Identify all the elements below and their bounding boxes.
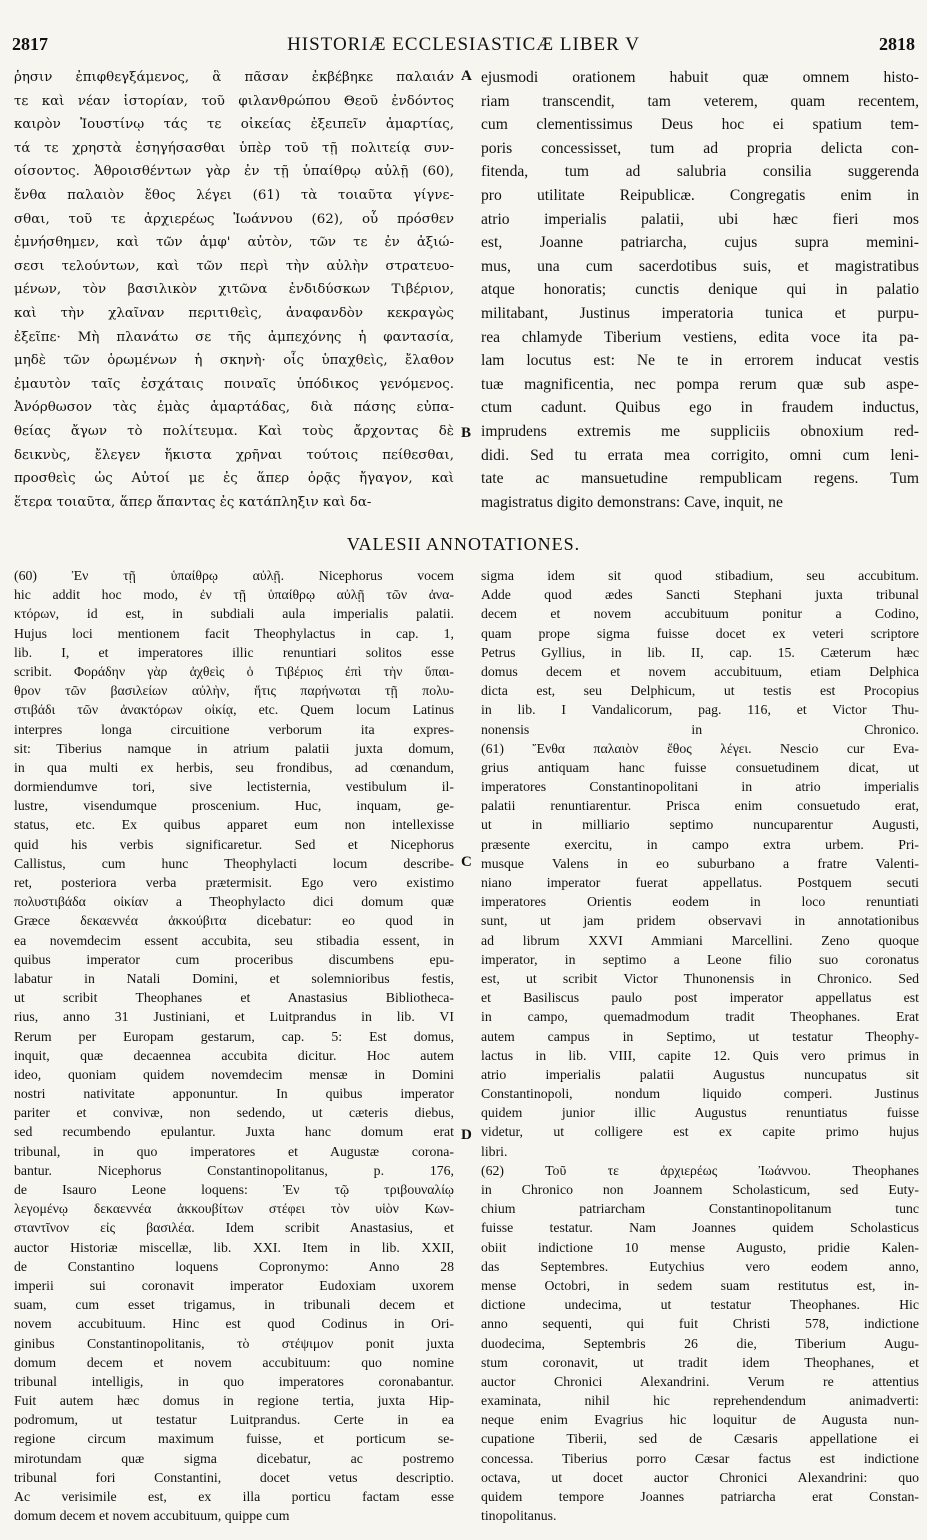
annotation-line: mense Octobri, in sedem suam restitutus est, in-: [481, 1277, 919, 1293]
page-header: [0, 16, 927, 56]
annotation-line: neque enim Evagrius hic loquitur de Augusta nun-: [481, 1412, 919, 1428]
greek-text-line: δεικνὺς, ἔλεγεν ἥκιστα χρῆναι τούτοις πείθεσθαι,: [14, 447, 454, 463]
annotation-line: στιβάδι τῶν ἀνακτόρων οἰκίᾳ, etc. Quem locum Latinus: [14, 702, 454, 718]
annotation-line: et Basiliscus paulo post imperator appellatus est: [481, 990, 919, 1006]
latin-text-line: pro utilitate Reipublicæ. Congregatis enim in: [481, 186, 919, 204]
greek-text-line: ἕτερα τοιαῦτα, ἅπερ ἅπαντας ἐς κατάπληξιν καὶ δα-: [14, 494, 372, 510]
annotation-line: Fuit autem hæc domus in regione tertia, juxta Hip-: [14, 1393, 454, 1409]
annotation-line: Callistus, cum hunc Theophylacti locum describe-: [14, 855, 454, 871]
annotation-line: niano imperator fuerat appellatus. Postquem secuti: [481, 875, 919, 890]
latin-text-line: riam transcendit, tam veterem, quam recentem,: [481, 92, 919, 110]
greek-text-line: ἔνθα παλαιὸν ἔθος λέγει (61) τὰ τοιαῦτα γίγνε-: [14, 187, 454, 203]
greek-text-line: ἐμαυτὸν ταῖς ἐσχάταις ποιναῖς ὑπόδικος γενόμενος.: [14, 376, 454, 392]
annotation-line: concessa. Tiberius porro Cæsar factus est indictione: [481, 1450, 919, 1466]
annotation-line: Ac verisimile est, ex illa porticu factam esse: [14, 1489, 454, 1504]
annotation-line: decem et novem accubituum ponitur a Codino,: [481, 606, 919, 622]
annotation-line: imperator, in septimo a Leone filio suo coronatus: [481, 951, 919, 967]
annotation-line: mirotundam quæ sigma dicebatur, ac postremo: [14, 1450, 454, 1466]
latin-text-line: cum clementissimus Deus hoc ei spatium tem-: [481, 116, 919, 134]
greek-text-line: τά τε χρηστὰ ἐσηγήσασθαι ὑπὲρ τοῦ τῇ πολιτείᾳ συν-: [14, 140, 454, 156]
annotation-line: ut in milliario septimo nuncuparentur Augusti,: [481, 817, 919, 833]
annotation-line: κτόρων, id est, in subdiali aula imperialis palatii.: [14, 606, 454, 622]
annotation-line: musque Valens in eo suburbano a fratre Valenti-: [481, 855, 919, 871]
annotation-line: autem campus in Septimo, ut testatur Theophy-: [481, 1028, 919, 1044]
annotation-line: chium patriarcham Constantinopolitanum tunc: [481, 1201, 919, 1217]
annotation-line: dictione undecima, ut testatur Theophanes. Hic: [481, 1297, 919, 1313]
greek-text-line: σθαι, τοῦ τε ἀρχιερέως Ἰωάννου (62), οὗ πρόσθεν: [14, 211, 454, 227]
greek-text-line: οίσοντος. Ἀθροισθέντων γὰρ ἐν τῇ ὑπαίθρῳ αὐλῇ (60),: [14, 164, 454, 180]
latin-text-line: poris concessisset, tum ad propria delicta con-: [481, 139, 919, 157]
annotation-line: imperatores Constantinopolitani in atrio imperialis: [481, 779, 919, 795]
annotation-line: duodecima, Septembris 26 die, Tiberium Augu-: [481, 1335, 919, 1351]
latin-text-line: tuæ magnificentia, nec pompa rerum quæ sub aspe-: [481, 375, 919, 393]
annotation-line: imperatores Orientis eodem in loco renuntiati: [481, 894, 919, 910]
annotation-line: (62) Τοῦ τε ἀρχιερέως Ἰωάννου. Theophanes: [481, 1162, 919, 1178]
annotation-line: in qua multi ex herbis, seu frondibus, ad cœnandum,: [14, 759, 454, 775]
annotation-line: inquit, quæ decaennea accubita dicitur. Hoc autem: [14, 1047, 454, 1063]
annotation-line: ut scribit Theophanes et Anastasius Bibliotheca-: [14, 990, 454, 1006]
annotation-line: interpres longa circuitione verborum ita expres-: [14, 721, 454, 737]
annotations-right-column: [481, 566, 919, 1525]
annotation-line: Adde quod ædes Sancti Stephani juxta tribunal: [481, 587, 919, 603]
page-number-right: 2818: [879, 34, 915, 54]
annotation-line: ginibus Constantinopolitanis, τὸ στέψιμον ponit juxta: [14, 1335, 454, 1351]
annotation-line: ideo, quoniam quidem novemdecim mensæ in Domini: [14, 1066, 454, 1082]
annotation-line: labatur in Natali Domini, et solemnioribus festis,: [14, 970, 454, 986]
annotation-line: das Septembres. Eutychius vero eodem anno,: [481, 1258, 919, 1274]
latin-text-line: ctum cadunt. Quibus ego in fraudem inductus,: [481, 399, 919, 417]
running-title: HISTORIÆ ECCLESIASTICÆ LIBER V: [287, 34, 640, 55]
margin-marker-a: A: [461, 68, 472, 84]
annotation-line: novem accubituum. Hinc est quod Codinus in Ori-: [14, 1316, 454, 1332]
annotation-line: præsente exercitu, in campo extra urbem. Pri-: [481, 836, 919, 852]
annotation-line: pariter et convivæ, non sedendo, ut cæteris diebus,: [14, 1105, 454, 1121]
latin-text-line: fitenda, tum ad salubria consilia suggerenda: [481, 163, 919, 181]
annotation-line: sed recumbendo epulantur. Juxta hanc domum erat: [14, 1124, 454, 1140]
annotations-left-column: [14, 566, 454, 1525]
greek-text-line: μένων, τὸν βασιλικὸν χιτῶνα ἐνδιδύσκων Τιβέριον,: [14, 282, 454, 298]
annotation-line: tinopolitanus.: [481, 1508, 557, 1524]
annotation-line: in campo, quemadmodum tradit Theophanes. Erat: [481, 1009, 919, 1025]
annotation-line: Hujus loci mentionem facit Theophylactus in cap. 1,: [14, 625, 454, 641]
annotation-line: auctor Chronici Alexandrini. Verum re attentius: [481, 1373, 919, 1389]
annotation-line: stum coronavit, ut tradit idem Theophanes, et: [481, 1354, 919, 1370]
greek-text-column: [14, 66, 454, 514]
annotation-line: ea novemdecim essent accubita, seu stibadia essent, in: [14, 932, 454, 948]
annotation-line: dormiendumve tori, sive lectisternia, vestibulum il-: [14, 779, 454, 795]
annotation-line: sigma idem sit quod stibadium, seu accubitum.: [481, 568, 919, 583]
annotation-line: tribunal intelligis, in quo imperatores coronabantur.: [14, 1373, 454, 1389]
greek-text-line: ῥησιν ἐπιφθεγξάμενος, ἃ πᾶσαν ἐκβέβηκε παλαιάν: [14, 70, 454, 85]
annotation-line: octava, ut docet auctor Chronici Alexandrini: quo: [481, 1469, 919, 1485]
latin-text-column: [481, 66, 919, 514]
greek-text-line: καὶ τὴν χλαῖναν περιτιθεὶς, ἀναφανδὸν κεκραγὼς: [14, 305, 454, 321]
greek-text-line: ἐξεῖπε· Μὴ πλανάτω σε τῆς ἀμπεχόνης ἡ φαντασία,: [14, 329, 454, 345]
latin-text-line: magistratus digito demonstrans: Cave, inquit, ne: [481, 493, 783, 511]
annotation-line: rius, anno 31 Justiniani, et Luitprandus in lib. VI: [14, 1009, 454, 1025]
latin-text-line: atrio imperialis palatii, ubi hæc fieri mos: [481, 210, 919, 228]
greek-text-line: ἐμνήσθημεν, καὶ τῶν ἀμφ' αὐτὸν, τῶν τε ἐν ἀξιώ-: [14, 235, 454, 251]
page-number-left: 2817: [12, 34, 48, 54]
annotation-line: (60) Ἐν τῇ ὑπαίθρῳ αὐλῇ. Nicephorus vocem: [14, 568, 454, 583]
greek-text-line: σεσι τελούντων, καὶ τῶν περὶ τὴν αὐλὴν στρατευο-: [14, 258, 454, 274]
annotation-line: Rerum per Europam gestarum, cap. 5: Est domus,: [14, 1028, 454, 1044]
annotation-line: examinata, nihil hic reprehendendum animadverti:: [481, 1393, 919, 1409]
annotation-line: ad librum XXVI Ammiani Marcellini. Zeno quoque: [481, 932, 919, 948]
annotation-line: ret, posteriora verba prætermisit. Ego vero existimo: [14, 875, 454, 890]
annotation-line: Græce δεκαεννέα ἀκκούβιτα dicebatur: eo quod in: [14, 913, 454, 929]
annotation-line: auctor Historiæ miscellæ, lib. XXI. Item in lib. XXII,: [14, 1239, 454, 1255]
annotation-line: atrio imperialis palatii Augustus nuncupatus sit: [481, 1066, 919, 1082]
latin-text-line: didi. Sed tu errata mea corrigito, omni cum leni-: [481, 446, 919, 464]
annotation-line: λεγομένῳ δεκαεννέα ἀκκουβίτων στέφει τὸν υἱὸν Κων-: [14, 1201, 454, 1217]
greek-text-line: καιρὸν Ἰουστίνῳ τάς τε οἰκείας ἐξειπεῖν ἁμαρτίας,: [14, 117, 454, 133]
latin-text-line: lam locutus est: Ne te in errorem inducat vestis: [481, 352, 919, 370]
latin-text-line: est, Joanne patriarcha, cujus supra memini-: [481, 234, 919, 252]
greek-text-line: Ἀνόρθωσον τὰς ἐμὰς ἁμαρτάδας, διὰ πάσης εὐπα-: [14, 400, 454, 416]
annotation-line: obiit indictione 10 mense Augusto, pridie Kalen-: [481, 1239, 919, 1255]
annotation-line: σταντῖνον εἰς βασιλέα. Idem scribit Anastasius, et: [14, 1220, 454, 1236]
annotation-line: quid his verbis significaretur. Sed et Nicephorus: [14, 836, 454, 852]
latin-text-line: atque honoratis; cunctis denique qui in palatio: [481, 281, 919, 299]
annotation-line: in lib. I Vandalicorum, pag. 116, et Victor Thu-: [481, 702, 919, 718]
greek-text-line: μηδὲ τῶν ὁρωμένων ἡ σκηνὴ· οἷς ὑπαχθεὶς, ἔλαθον: [14, 353, 454, 369]
latin-text-line: rea chlamyde Tiberium vestiens, edita voce ita pa-: [481, 328, 919, 346]
annotation-line: libri.: [481, 1143, 508, 1159]
annotations-heading: VALESII ANNOTATIONES.: [346, 534, 581, 554]
annotation-line: domum decem et novem accubituum: quo nomine: [14, 1354, 454, 1370]
greek-text-line: τε καὶ νέαν ἱστορίαν, τοῦ φιλανθρώπου Θεοῦ ἐνδόντος: [14, 93, 454, 109]
annotation-line: podromum, ut testatur Luitprandus. Certe in ea: [14, 1412, 454, 1428]
annotation-line: quibus imperator cum proceribus discumbens epu-: [14, 951, 454, 967]
annotation-line: bantur. Nicephorus Constantinopolitanus, p. 176,: [14, 1162, 454, 1178]
annotation-line: dicta est, seu Delphicum, ut testis est Procopius: [481, 683, 919, 699]
annotation-line: in Chronico non Joannem Scholasticum, sed Euty-: [481, 1182, 919, 1197]
annotation-line: nostri nativitate apponuntur. In quibus imperator: [14, 1086, 454, 1102]
annotation-line: sunt, ut jam pridem observavi in annotationibus: [481, 913, 919, 929]
annotation-line: tribunal, in quo imperatores et Augustæ corona-: [14, 1143, 454, 1159]
annotation-line: de Isauro Leone loquens: Ἐν τῷ τριβουναλίῳ: [14, 1182, 454, 1197]
annotation-line: sit: Tiberius namque in atrium palatii juxta domum,: [14, 740, 454, 756]
annotation-line: domus decem et novem accubituum, etiam Delphica: [481, 663, 919, 679]
annotation-line: θρον τῶν βασιλείων αὐλὴν, ἥτις παρήνωται τῇ πολυ-: [14, 683, 454, 699]
annotation-line: palatii renuntiarentur. Prisca enim consuetudo erat,: [481, 798, 919, 814]
latin-text-line: militabant, Justinus imperatoria tunica et purpu-: [481, 304, 919, 322]
annotation-line: videtur, ut colligere est ex capite primo hujus: [481, 1124, 919, 1140]
annotation-line: lactus in lib. VIII, capite 12. Quis vero primus in: [481, 1047, 919, 1063]
annotation-line: de Constantino loquens Copronymo: Anno 28: [14, 1258, 454, 1274]
annotation-line: status, etc. Ex quibus apparet eum non intellexisse: [14, 817, 454, 833]
annotation-line: est, ut scribit Victor Thunonensis in Chronico. Sed: [481, 970, 919, 986]
annotation-line: scribit. Φοράδην γὰρ ἀχθεὶς ὁ Τιβέριος ἐπὶ τὴν ὕπαι-: [14, 663, 454, 679]
margin-marker-b: B: [461, 425, 472, 441]
latin-text-line: tate ac mansuetudine rempublicam regens. Tum: [481, 470, 919, 488]
annotation-line: cupatione Tiberii, sed de Cæsaris appellatione ei: [481, 1431, 919, 1447]
greek-text-line: προσθεὶς ὡς Αὐτοί με ἐς ἅπερ ὁρᾷς ἤγαγον, καὶ: [14, 471, 454, 487]
annotation-line: grius antiquam hanc fuisse consuetudinem dicat, ut: [481, 759, 919, 775]
annotation-line: regione circum maximum fuisse, et porticum se-: [14, 1431, 454, 1447]
annotation-line: quidem tempore Joannes patriarcha erat Constan-: [481, 1489, 919, 1504]
annotation-line: lustre, visendumque proscenium. Huc, inquam, ge-: [14, 798, 454, 814]
annotation-line: (61) Ἔνθα παλαιὸν ἔθος λέγει. Nescio cur Eva-: [481, 740, 919, 756]
annotation-line: lib. I, et imperatores illic renuntiari solitos esse: [14, 644, 454, 660]
annotation-line: quam prope sigma fuisse docet ex veteri scriptore: [481, 625, 919, 641]
margin-marker-d: D: [461, 1127, 472, 1143]
latin-text-line: ejusmodi orationem habuit quæ omnem histo-: [481, 69, 919, 86]
annotation-line: suam, cum esset trigamus, in tribunali decem et: [14, 1297, 454, 1313]
greek-text-line: θείας ἄγων τὸ πολίτευμα. Καὶ τοὺς ἄρχοντας δὲ: [14, 423, 454, 439]
annotation-line: imperii sui coronavit imperator Eudoxiam uxorem: [14, 1277, 454, 1293]
annotation-line: πολυστιβάδα οἰκίαν a Theophylacto dici domum quæ: [14, 894, 454, 910]
annotation-line: domum decem et novem accubituum, quippe cum: [14, 1508, 290, 1524]
annotation-line: tribunal fori Constantini, docet vetus descriptio.: [14, 1469, 454, 1485]
annotation-line: fuisse testatur. Nam Joannes quidem Scholasticus: [481, 1220, 919, 1236]
annotation-line: hic addit hoc modo, ἐν τῇ ὑπαίθρῳ αὐλῇ τῶν ἀνα-: [14, 587, 454, 603]
annotation-line: Petrus Gyllius, in lib. II, cap. 15. Cæterum hæc: [481, 644, 919, 660]
annotation-line: nonensis in Chronico.: [481, 721, 919, 737]
annotation-line: quidem junior illic Augustus renuntiatus fuisse: [481, 1105, 919, 1121]
annotation-line: anno sequenti, qui fuit Christi 578, indictione: [481, 1316, 919, 1332]
latin-text-line: imprudens extremis me suppliciis obnoxium red-: [481, 422, 919, 440]
annotation-line: Constantinopoli, nondum liquido comperi. Justinus: [481, 1086, 919, 1102]
latin-text-line: mus, una cum sacerdotibus suis, et magistratibus: [481, 257, 919, 275]
margin-marker-c: C: [461, 854, 472, 870]
